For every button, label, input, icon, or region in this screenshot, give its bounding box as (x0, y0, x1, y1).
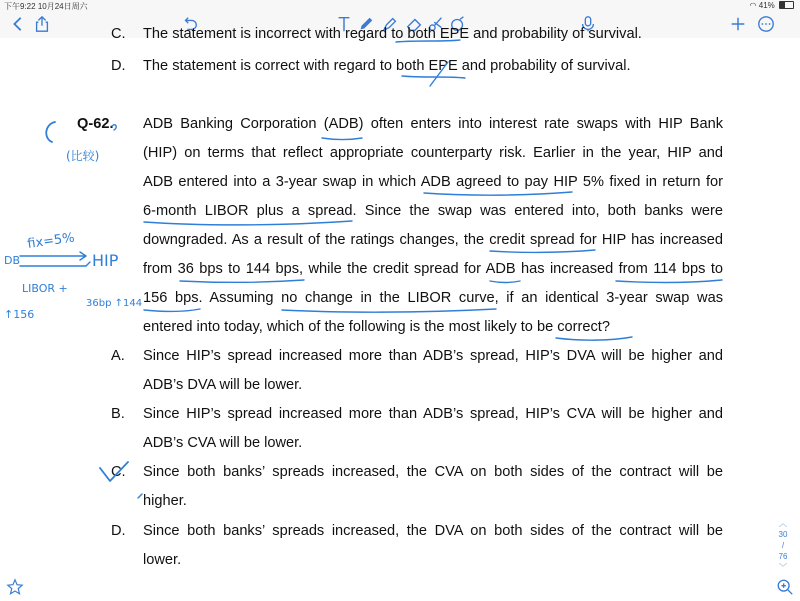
option-c-line: Since both banks’ spreads increased, the CVA on both sides of the contract will be (143, 464, 723, 480)
ink-note-up156: ↑156 (4, 308, 35, 321)
option-c-letter: C. (111, 464, 126, 480)
option-d-letter: D. (111, 523, 126, 539)
option-b-letter: B. (111, 406, 125, 422)
pager-down-icon[interactable]: ﹀ (779, 563, 787, 572)
pdf-page[interactable] (0, 26, 800, 600)
option-d-prev-letter: D. (111, 58, 126, 74)
ink-underline (424, 192, 572, 195)
page-indicator[interactable] (774, 518, 792, 573)
pager-up-icon[interactable]: ︿ (779, 519, 787, 528)
question-line: entered into today, which of the following is the most likely to be correct? (143, 319, 610, 335)
wifi-icon: ◠ (749, 1, 757, 10)
ink-underline (144, 221, 352, 225)
question-line: 6-month LIBOR plus a spread. Since the swap was entered into, both banks were (143, 203, 723, 219)
option-d-prev-text: The statement is correct with regard to both EPE and probability of survival. (143, 58, 631, 74)
option-b-line: ADB’s CVA will be lower. (143, 435, 303, 451)
ink-note-libor: LIBOR + (22, 282, 68, 295)
question-line: downgraded. As a result of the ratings changes, the credit spread for HIP has increased (143, 232, 723, 248)
option-d-line: Since both banks’ spreads increased, the DVA on both sides of the contract will be (143, 523, 723, 539)
option-d-line: lower. (143, 552, 182, 568)
ink-dot (138, 494, 142, 498)
question-label: Q-62. (77, 116, 114, 132)
ink-underline (490, 281, 520, 283)
ink-underline (180, 280, 304, 282)
ink-note-hip: HIP (92, 251, 119, 270)
status-time: 下午9:22 (4, 2, 36, 11)
question-line: (HIP) on terms that reflect appropriate counterparty risk. Earlier in the year, HIP and (143, 145, 723, 161)
ink-c-mark (46, 122, 55, 142)
back-icon[interactable] (8, 15, 28, 35)
status-date: 10月24日周六 (37, 2, 88, 11)
battery-fill (780, 2, 785, 8)
ink-underline (556, 337, 632, 340)
more-icon[interactable] (756, 15, 776, 35)
status-time-date (4, 1, 88, 12)
ink-arrow (20, 252, 86, 260)
ink-note-36: 36bp ↑144 (86, 298, 143, 309)
status-right (750, 1, 794, 10)
option-a-letter: A. (111, 348, 125, 364)
share-icon[interactable] (32, 15, 52, 35)
pager-slash: / (781, 541, 785, 550)
question-line: 156 bps. Assuming no change in the LIBOR curve, if an identical 3-year swap was (143, 290, 723, 306)
ink-underline (144, 309, 200, 311)
ink-note-compare: (比较) (66, 149, 100, 163)
option-b-line: Since HIP’s spread increased more than ADB’s spread, HIP’s CVA will be higher and (143, 406, 723, 422)
option-a-line: ADB’s DVA will be lower. (143, 377, 303, 393)
option-c-line: higher. (143, 493, 187, 509)
zoom-icon[interactable] (776, 578, 794, 596)
ink-underline (282, 309, 496, 312)
ink-underline (402, 76, 465, 78)
total-pages: 76 (778, 552, 788, 561)
option-a-line: Since HIP’s spread increased more than ADB’s spread, HIP’s DVA will be higher and (143, 348, 723, 364)
ink-underline (322, 138, 362, 140)
ink-note-adb: DB (4, 254, 21, 267)
ink-note-fix: fix=5% (26, 230, 76, 252)
battery-icon (779, 1, 794, 9)
option-c-prev-letter: C. (111, 26, 126, 42)
current-page: 30 (778, 530, 788, 539)
ink-underline (490, 250, 595, 252)
question-line: ADB entered into a 3-year swap in which ADB agreed to pay HIP 5% fixed in return for (143, 174, 723, 190)
question-line: from 36 bps to 144 bps, while the credit spread for ADB has increased from 114 bps to (143, 261, 723, 277)
ink-underline (616, 280, 722, 282)
ink-arrow (86, 262, 90, 266)
option-c-prev-text: The statement is incorrect with regard to both EPE and probability of survival. (143, 26, 642, 42)
add-page-icon[interactable] (728, 15, 748, 35)
battery-percent: 41% (758, 1, 775, 10)
star-icon[interactable] (6, 578, 24, 596)
status-bar (0, 0, 800, 12)
question-line: ADB Banking Corporation (ADB) often enters into interest rate swaps with HIP Bank (143, 116, 723, 132)
